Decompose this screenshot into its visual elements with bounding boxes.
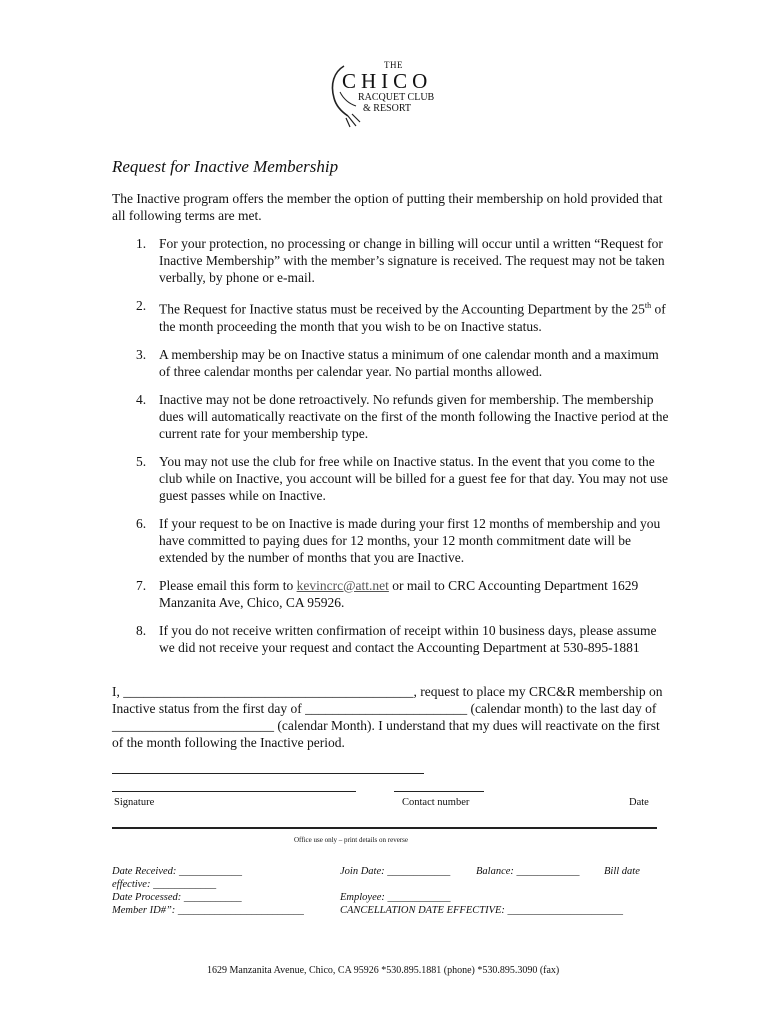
office-divider: [112, 827, 657, 829]
term-item: 8. If you do not receive written confirmation of receipt within 10 business days, please assume we did not receive your request and contact the Accounting Department at 530-895-1881: [136, 622, 657, 655]
office-note: Office use only – print details on reverse: [294, 836, 408, 844]
term-item: 2. The Request for Inactive status must be received by the Accounting Department by the 25th of the month proceeding the month that you wish to be on Inactive status.: [136, 298, 666, 334]
term-item: 3. A membership may be on Inactive status a minimum of one calendar month and a maximum of three calendar months per calendar year. No partial months allowed.: [136, 346, 659, 379]
date-processed-field: Date Processed: ___________: [112, 892, 242, 903]
balance-field: Balance: ____________: [476, 866, 580, 877]
intro-paragraph: The Inactive program offers the member the option of putting their membership on hold provided that all following terms are met.: [112, 191, 663, 223]
signature-line-top: [112, 773, 424, 774]
effective-field: effective: ____________: [112, 879, 217, 890]
cancellation-date-field: CANCELLATION DATE EFFECTIVE: ______________________: [340, 905, 624, 916]
term-item: 6. If your request to be on Inactive is made during your first 12 months of membership and you have committed to paying dues for 12 months, your 12 month commitment date will be extended by the number of months that you are Inactive.: [136, 515, 661, 565]
term-item: 5. You may not use the club for free while on Inactive status. In the event that you come to the club while on Inactive, you account will be billed for a guest fee for that day. You may not use guest passes while on Inactive.: [136, 453, 668, 503]
email-link[interactable]: kevincrc@att.net: [296, 577, 389, 593]
term-item: 4. Inactive may not be done retroactively. No refunds given for membership. The membership dues will automatically reactivate on the first of the month following the Inactive period at the current rate for your membership type.: [136, 391, 669, 441]
club-logo: [326, 60, 456, 130]
page-title: Request for Inactive Membership: [112, 157, 339, 176]
footer-contact: 1629 Manzanita Avenue, Chico, CA 95926 *530.895.1881 (phone) *530.895.3090 (fax): [207, 965, 560, 976]
terms-list: [112, 235, 672, 667]
signature-line: [112, 791, 356, 792]
date-received-field: Date Received: ____________: [112, 866, 243, 877]
member-id-field: Member ID#”: ________________________: [112, 905, 304, 916]
logo-chico: CHICO: [342, 69, 433, 93]
contact-label: Contact number: [402, 797, 470, 808]
declaration-paragraph: I, ___________________________________________, request to place my CRC&R membership on Inactive status from the first day of ________________________ (calendar month) to the last day of ________________________ (calendar Month). I understand that my dues will reactivate on the first of the month following the Inactive period.: [112, 684, 663, 750]
term-item: 7. Please email this form to kevincrc@att.net or mail to CRC Accounting Department 1629 Manzanita Ave, Chico, CA 95926.: [136, 577, 639, 610]
employee-field: Employee: ____________: [340, 892, 451, 903]
logo-resort: & RESORT: [363, 103, 412, 114]
term-item: 1. For your protection, no processing or change in billing will occur until a written “Request for Inactive Membership” with the member’s signature is received. The request may not be taken verbally, by phone or e-mail.: [136, 236, 665, 285]
join-date-field: Join Date: ____________: [340, 866, 451, 877]
logo-racquet-club: RACQUET CLUB: [358, 92, 435, 103]
date-label: Date: [629, 797, 649, 808]
signature-label: Signature: [114, 797, 155, 808]
bill-date-field: Bill date: [604, 866, 640, 877]
logo-the: THE: [384, 60, 403, 70]
contact-line: [394, 791, 484, 792]
